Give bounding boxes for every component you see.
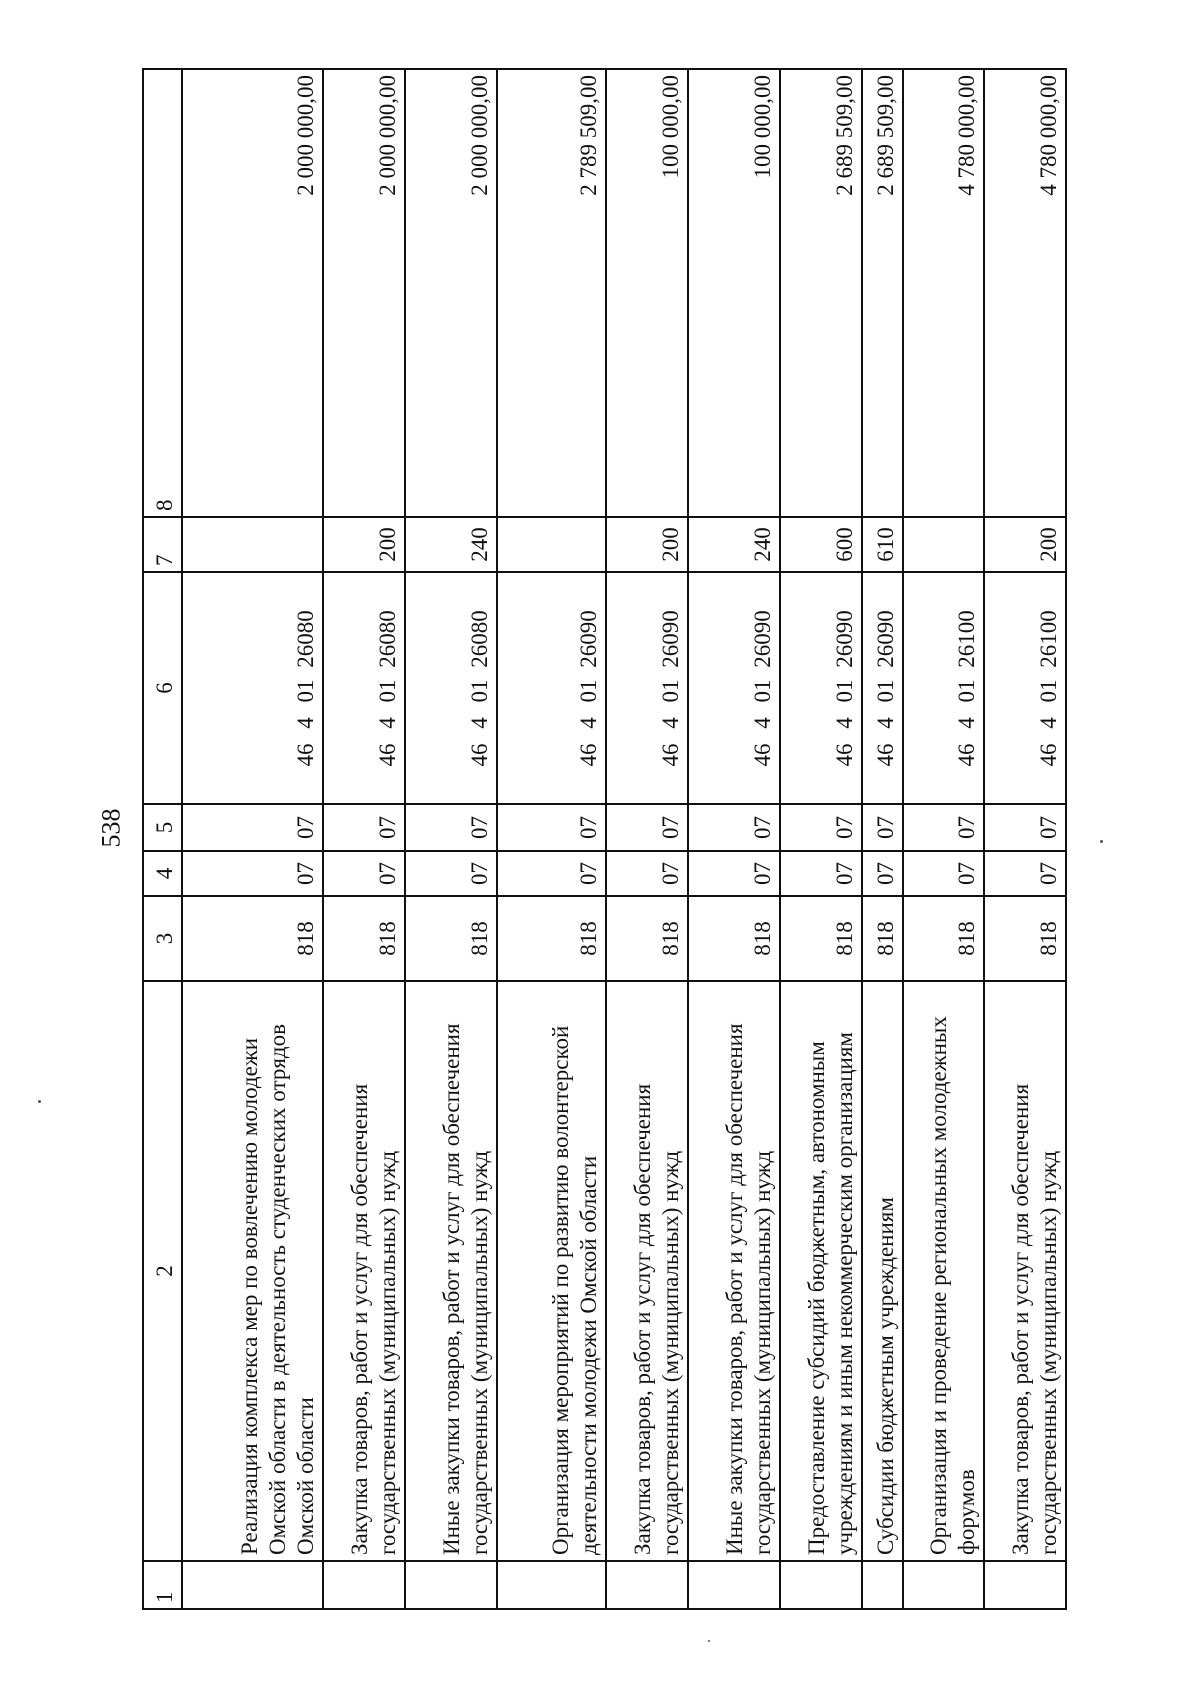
target-article-part: 46 [374, 743, 400, 767]
target-article-part: 26080 [293, 610, 319, 668]
grbs-code-cell: 818 [323, 896, 405, 981]
table-row [984, 69, 1066, 1609]
section-code-cell: 07 [984, 851, 1066, 896]
item-name-cell: Субсидии бюджетным учреждениям [862, 981, 903, 1561]
column-header: 6 [143, 572, 182, 804]
target-article-part: 26090 [657, 610, 683, 668]
table-row [323, 69, 405, 1609]
item-name-cell: Закупка товаров, работ и услуг для обеспечения государственных (муниципальных) нужд [323, 981, 405, 1561]
target-article-part: 01 [657, 679, 683, 703]
section-code-cell: 07 [780, 851, 862, 896]
grbs-code-cell: 818 [606, 896, 688, 981]
target-article-part: 01 [872, 679, 898, 703]
table-body [143, 69, 1066, 1609]
row-number-cell [862, 1561, 903, 1609]
amount-cell: 100 000,00 [688, 69, 780, 517]
row-number-cell [780, 1561, 862, 1609]
target-article-cell [780, 572, 862, 804]
section-code-cell: 07 [862, 851, 903, 896]
rotated-page-content [142, 70, 1067, 1610]
target-article-part: 4 [954, 717, 980, 729]
item-name-cell: Предоставление субсидий бюджетным, автономным учреждениям и иным некоммерческим организациям [780, 981, 862, 1561]
subsection-code-cell: 07 [862, 804, 903, 851]
target-article-cell [497, 572, 606, 804]
subsection-code-cell: 07 [984, 804, 1066, 851]
grbs-code-cell: 818 [780, 896, 862, 981]
target-article-part: 46 [293, 743, 319, 767]
target-article-part: 26100 [954, 610, 980, 668]
target-article-part: 26080 [374, 610, 400, 668]
section-code-cell: 07 [182, 851, 323, 896]
target-article-part: 4 [467, 717, 493, 729]
header-row [143, 69, 182, 1609]
target-article-part: 26090 [750, 610, 776, 668]
section-code-cell: 07 [903, 851, 985, 896]
table-row [688, 69, 780, 1609]
item-name-cell: Иные закупки товаров, работ и услуг для обеспечения государственных (муниципальных) нужд [405, 981, 497, 1561]
target-article-part: 4 [576, 717, 602, 729]
target-article-part: 26100 [1036, 610, 1061, 668]
target-article-part: 26080 [467, 610, 493, 668]
column-header: 3 [143, 896, 182, 981]
item-name-cell: Организация мероприятий по развитию волонтерской деятельности молодежи Омской области [497, 981, 606, 1561]
target-article-part: 46 [657, 743, 683, 767]
subsection-code-cell: 07 [405, 804, 497, 851]
target-article-cell [182, 572, 323, 804]
column-header: 7 [143, 517, 182, 572]
target-article-cell [323, 572, 405, 804]
target-article-part: 26090 [831, 610, 857, 668]
expense-type-cell: 200 [323, 517, 405, 572]
budget-table [142, 68, 1067, 1610]
column-header: 1 [143, 1561, 182, 1609]
target-article-part: 46 [954, 743, 980, 767]
section-code-cell: 07 [497, 851, 606, 896]
grbs-code-cell: 818 [903, 896, 985, 981]
subsection-code-cell: 07 [780, 804, 862, 851]
item-name-cell: Закупка товаров, работ и услуг для обеспечения государственных (муниципальных) нужд [984, 981, 1066, 1561]
subsection-code-cell: 07 [903, 804, 985, 851]
grbs-code-cell: 818 [405, 896, 497, 981]
column-header: 4 [143, 851, 182, 896]
target-article-cell [688, 572, 780, 804]
target-article-part: 4 [831, 717, 857, 729]
page-number: 538 [96, 808, 126, 848]
item-name-cell: Организация и проведение региональных молодежных форумов [903, 981, 985, 1561]
target-article-part: 01 [831, 679, 857, 703]
column-header: 8 [143, 69, 182, 517]
amount-cell: 2 689 509,00 [780, 69, 862, 517]
target-article-part: 01 [467, 679, 493, 703]
subsection-code-cell: 07 [182, 804, 323, 851]
item-name-cell: Закупка товаров, работ и услуг для обеспечения государственных (муниципальных) нужд [606, 981, 688, 1561]
amount-cell: 2 000 000,00 [405, 69, 497, 517]
row-number-cell [497, 1561, 606, 1609]
section-code-cell: 07 [606, 851, 688, 896]
table-row [903, 69, 985, 1609]
target-article-part: 4 [657, 717, 683, 729]
amount-cell: 2 789 509,00 [497, 69, 606, 517]
row-number-cell [323, 1561, 405, 1609]
item-name-cell: Иные закупки товаров, работ и услуг для обеспечения государственных (муниципальных) нужд [688, 981, 780, 1561]
expense-type-cell: 610 [862, 517, 903, 572]
target-article-part: 4 [374, 717, 400, 729]
row-number-cell [903, 1561, 985, 1609]
table-row [780, 69, 862, 1609]
expense-type-cell: 200 [984, 517, 1066, 572]
target-article-part: 01 [374, 679, 400, 703]
row-number-cell [182, 1561, 323, 1609]
target-article-part: 26090 [576, 610, 602, 668]
amount-cell: 4 780 000,00 [984, 69, 1066, 517]
target-article-part: 4 [293, 717, 319, 729]
row-number-cell [984, 1561, 1066, 1609]
expense-type-cell: 240 [405, 517, 497, 572]
grbs-code-cell: 818 [688, 896, 780, 981]
row-number-cell [606, 1561, 688, 1609]
expense-type-cell: 240 [688, 517, 780, 572]
target-article-part: 01 [1036, 679, 1061, 703]
subsection-code-cell: 07 [497, 804, 606, 851]
expense-type-cell: 200 [606, 517, 688, 572]
expense-type-cell [903, 517, 985, 572]
target-article-part: 01 [954, 679, 980, 703]
section-code-cell: 07 [405, 851, 497, 896]
table-row [182, 69, 323, 1609]
target-article-part: 46 [576, 743, 602, 767]
grbs-code-cell: 818 [182, 896, 323, 981]
target-article-part: 46 [467, 743, 493, 767]
subsection-code-cell: 07 [688, 804, 780, 851]
target-article-cell [903, 572, 985, 804]
row-number-cell [405, 1561, 497, 1609]
target-article-part: 4 [1036, 717, 1061, 729]
grbs-code-cell: 818 [497, 896, 606, 981]
target-article-part: 01 [750, 679, 776, 703]
target-article-cell [606, 572, 688, 804]
amount-cell: 100 000,00 [606, 69, 688, 517]
amount-cell: 2 689 509,00 [862, 69, 903, 517]
section-code-cell: 07 [688, 851, 780, 896]
scan-speck [1100, 840, 1103, 843]
amount-cell: 2 000 000,00 [182, 69, 323, 517]
subsection-code-cell: 07 [606, 804, 688, 851]
item-name-cell: Реализация комплекса мер по вовлечению молодежи Омской области в деятельность студенческих отрядов Омской области [182, 981, 323, 1561]
grbs-code-cell: 818 [862, 896, 903, 981]
target-article-part: 01 [293, 679, 319, 703]
target-article-part: 4 [750, 717, 776, 729]
grbs-code-cell: 818 [984, 896, 1066, 981]
target-article-part: 26090 [872, 610, 898, 668]
table-row [606, 69, 688, 1609]
table-row [405, 69, 497, 1609]
target-article-cell [984, 572, 1066, 804]
target-article-part: 01 [576, 679, 602, 703]
target-article-part: 4 [872, 717, 898, 729]
target-article-cell [405, 572, 497, 804]
expense-type-cell: 600 [780, 517, 862, 572]
row-number-cell [688, 1561, 780, 1609]
amount-cell: 2 000 000,00 [323, 69, 405, 517]
target-article-part: 46 [1036, 743, 1061, 767]
subsection-code-cell: 07 [323, 804, 405, 851]
table-row [862, 69, 903, 1609]
scan-speck [38, 1100, 41, 1103]
section-code-cell: 07 [323, 851, 405, 896]
scan-speck [708, 1640, 710, 1642]
expense-type-cell [497, 517, 606, 572]
amount-cell: 4 780 000,00 [903, 69, 985, 517]
target-article-part: 46 [750, 743, 776, 767]
target-article-cell [862, 572, 903, 804]
target-article-part: 46 [872, 743, 898, 767]
expense-type-cell [182, 517, 323, 572]
column-header: 5 [143, 804, 182, 851]
target-article-part: 46 [831, 743, 857, 767]
table-row [497, 69, 606, 1609]
column-header: 2 [143, 981, 182, 1561]
